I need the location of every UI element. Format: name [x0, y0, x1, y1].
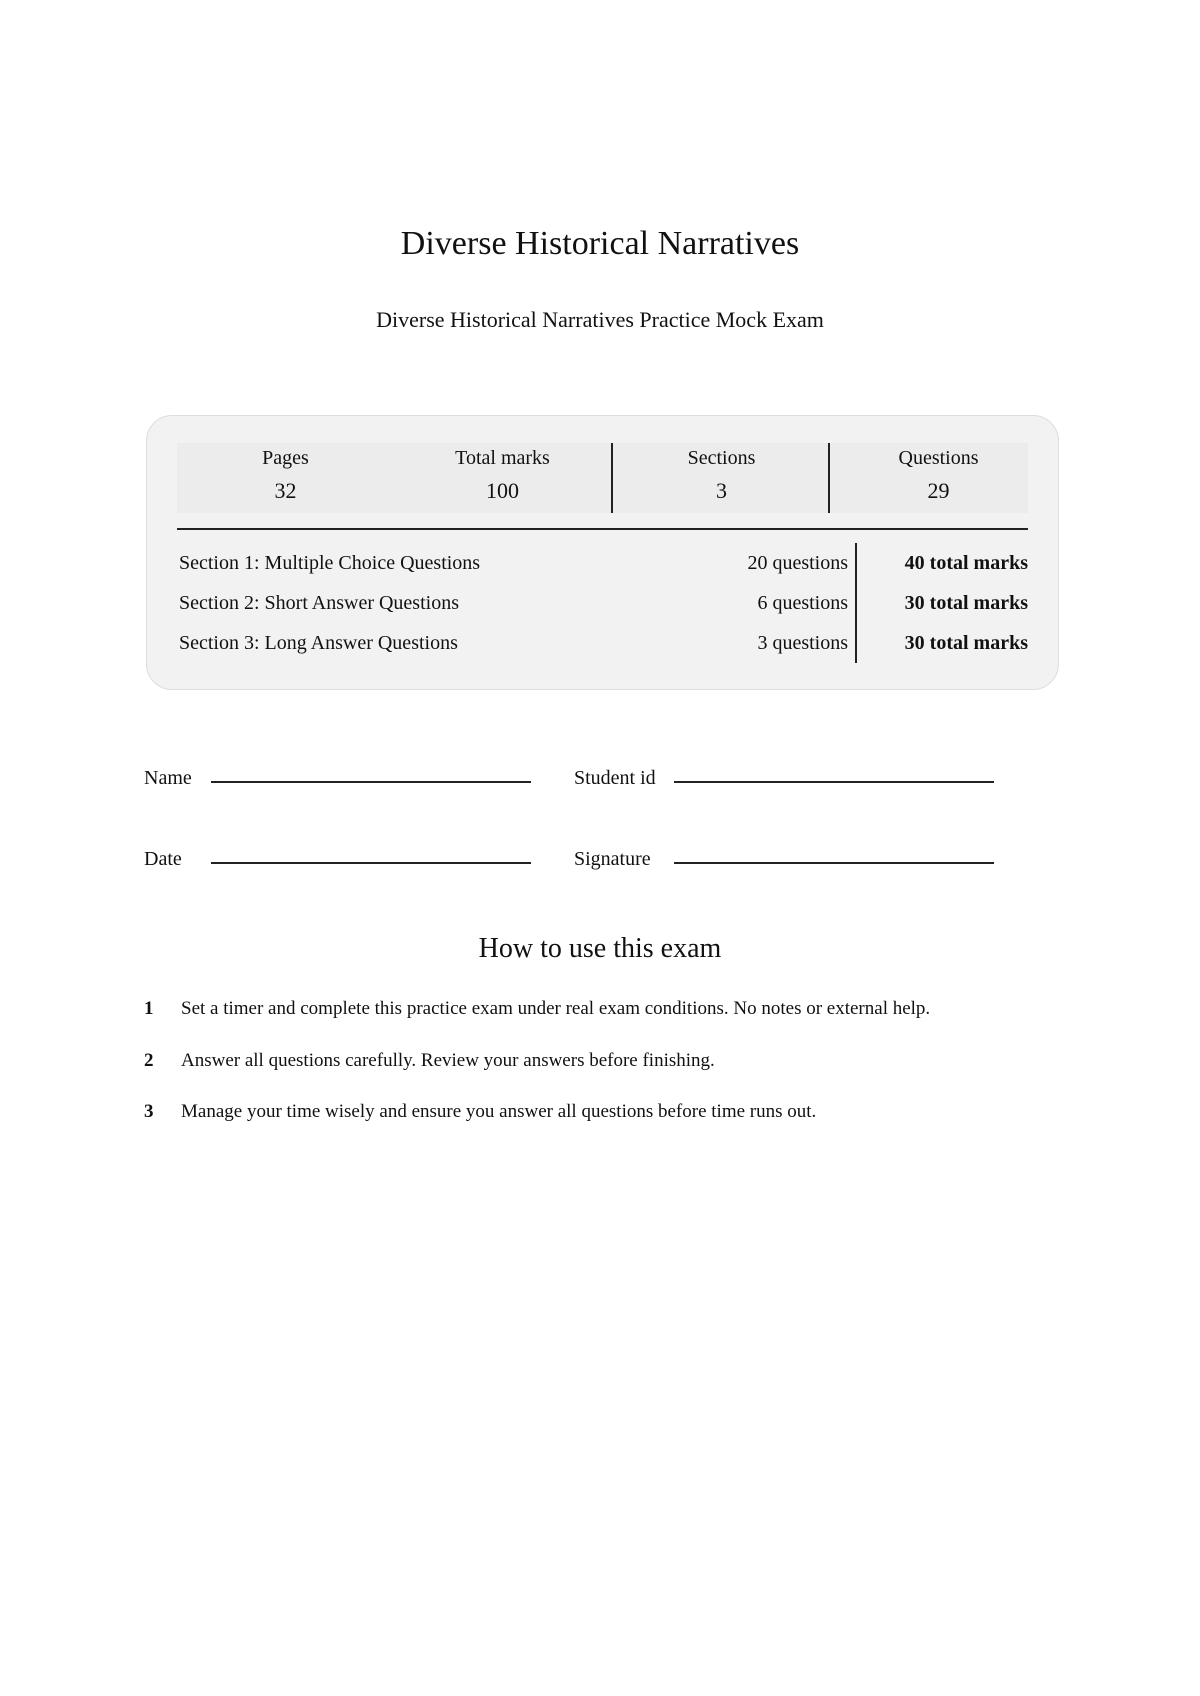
section-row-3 [177, 623, 1028, 663]
section-question-count: 3 questions [757, 632, 848, 654]
instruction-text: Set a timer and complete this practice exam under real exam conditions. No notes or external help. [181, 998, 931, 1019]
instruction-item [144, 1097, 1044, 1127]
instruction-text: Manage your time wisely and ensure you answer all questions before time runs out. [181, 1101, 817, 1122]
section-marks: 30 total marks [904, 592, 1028, 614]
stat-sections [613, 443, 830, 513]
section-name: Section 3: Long Answer Questions [179, 632, 458, 654]
section-marks: 30 total marks [904, 632, 1028, 654]
instruction-item [144, 1046, 1044, 1076]
date-field[interactable] [211, 862, 531, 864]
section-question-count: 20 questions [747, 552, 848, 574]
section-marks: 40 total marks [904, 552, 1028, 574]
section-row-1 [177, 543, 1028, 583]
instruction-text: Answer all questions carefully. Review your answers before finishing. [181, 1050, 715, 1071]
page-title: Diverse Historical Narratives [400, 225, 800, 262]
section-question-count: 6 questions [757, 592, 848, 614]
section-column-divider [855, 543, 857, 663]
signature-field[interactable] [674, 862, 994, 864]
stat-value: 100 [486, 478, 519, 503]
student-id-field[interactable] [674, 781, 994, 783]
page-subtitle: Diverse Historical Narratives Practice Mock Exam [376, 307, 824, 332]
instruction-number: 3 [144, 1101, 154, 1122]
section-row-2 [177, 583, 1028, 623]
name-label: Name [144, 767, 192, 789]
signature-label: Signature [574, 848, 651, 870]
howto-heading: How to use this exam [478, 933, 722, 964]
stat-label: Questions [898, 447, 979, 469]
stat-pages [177, 443, 394, 513]
instruction-number: 2 [144, 1050, 154, 1071]
stat-value: 32 [274, 478, 297, 503]
stat-total-marks [394, 443, 611, 513]
stat-questions [830, 443, 1047, 513]
date-label: Date [144, 848, 182, 870]
summary-card [146, 415, 1059, 690]
name-field[interactable] [211, 781, 531, 783]
section-name: Section 2: Short Answer Questions [179, 592, 459, 614]
section-name: Section 1: Multiple Choice Questions [179, 552, 481, 574]
stat-label: Pages [262, 447, 309, 469]
stat-label: Sections [687, 447, 756, 469]
stat-label: Total marks [455, 447, 550, 469]
stat-value: 3 [716, 478, 727, 503]
summary-divider [177, 528, 1028, 530]
student-id-label: Student id [574, 767, 656, 789]
stat-value: 29 [927, 478, 950, 503]
instruction-number: 1 [144, 998, 154, 1019]
stats-band [177, 443, 1028, 513]
instruction-item [144, 994, 1044, 1024]
